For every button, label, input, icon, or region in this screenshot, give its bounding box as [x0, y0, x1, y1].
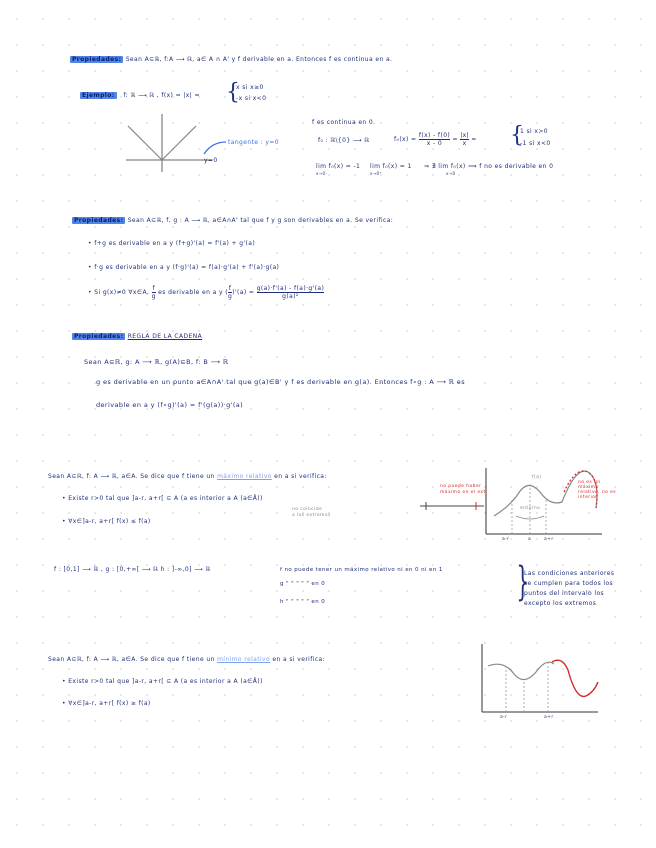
case-1: x si x≥0 [236, 84, 264, 91]
product-rule: • f·g es derivable en a y (f·g)'(a) = f(a)·g'(a) + f'(a)·g(a) [88, 264, 280, 271]
chain-line-1: Sean A⊆ℝ, g: A ⟶ ℝ, g(A)⊆B, f: B ⟶ ℝ [84, 358, 229, 366]
chain-line-3: derivable en a y (f∘g)'(a) = f'(g(a))·g'(a) [96, 401, 244, 409]
no-limit-conclusion: ⇒ ∄ lim f₀(x) ⟹ f no es derivable en 0 [424, 163, 554, 170]
property-statement-2 [72, 217, 393, 225]
abs-num: |x| [460, 132, 469, 139]
abs-den: x [462, 140, 467, 147]
tangent-label: tangente : y=0 [228, 139, 280, 146]
limit-right-sub: x→0⁺ [370, 171, 382, 176]
frac-den: x - 0 [426, 140, 443, 147]
property-tag: Propiedades: [74, 333, 124, 340]
graph-ar-label: a-r [502, 537, 510, 542]
limit-left: lim f₀(x) = -1 [316, 163, 361, 170]
example-tag: Ejemplo: [82, 92, 115, 99]
abs-value-graph [120, 110, 230, 175]
conditions-brace: { [516, 559, 530, 605]
f0-def-label: f₀(x) = [394, 136, 417, 143]
example-function: f: ℝ ⟶ ℝ , f(x) = |x| = [123, 92, 200, 99]
max-bullet-2: • ∀x∈]a-r, a+r[ f(x) ≤ f(a) [62, 518, 151, 525]
quotient-result [257, 285, 325, 300]
g-no-max: g " " " " " en 0 [280, 581, 326, 587]
gray-note-1: no coincide [292, 507, 323, 512]
min-intro-pre: Sean A⊆ℝ, f: A ⟶ ℝ, a∈A. Se dice que f tiene un [48, 656, 215, 663]
brace-note-1: Las condiciones anteriores [524, 570, 615, 577]
max-intro-pre: Sean A⊆ℝ, f: A ⟶ ℝ, a∈A. Se dice que f tiene un [48, 473, 215, 480]
brace-note-3: puntos del intervalo los [524, 590, 605, 597]
graph-entorno-label: entorno [520, 506, 541, 511]
min-bullet-1: • Existe r>0 tal que ]a-r, a+r[ ⊆ A (a es interior a A (a∈Å)) [62, 678, 263, 685]
min-graph-apr: a+r [544, 715, 554, 720]
property-statement-1 [70, 56, 392, 64]
chain-line-2: g es derivable en un punto a∈A∩A' tal que g(a)∈B' y f es derivable en g(a). Entonces f∘g : A ⟶ ℝ es [96, 378, 465, 386]
property-tag: Propiedades: [72, 56, 122, 63]
domain-examples: f : [0,1] ⟶ ℝ , g : [0,+∞[ ⟶ ℝ h : ]-∞,0] ⟶ ℝ [54, 566, 211, 573]
difference-quotient [419, 132, 450, 147]
case-brace: { [226, 80, 240, 105]
sum-rule: • f+g es derivable en a y (f+g)'(a) = f'(a) + g'(a) [88, 240, 256, 247]
no-limit-sub: x→0 [446, 171, 456, 176]
f-over-g [152, 285, 156, 300]
f0-case-2: -1 si x<0 [520, 140, 551, 147]
graph-red-note: no es un máximo relativo, no es interior [578, 480, 616, 500]
max-keyword: máximo relativo [217, 473, 272, 480]
graph-fa-label: f(a) [532, 475, 542, 480]
fg2-den: g [228, 293, 233, 300]
f0-case-1: 1 si x>0 [520, 128, 549, 135]
min-intro-post: en a si verifica: [272, 656, 326, 663]
continuity-note: f es continua en 0. [312, 119, 376, 126]
min-graph-ar: a-r [500, 715, 508, 720]
f0-domain: f₀ : ℝ\{0} ⟶ ℝ [318, 137, 370, 144]
fg-den: g [151, 293, 156, 300]
property-text: Sean A⊆ℝ, f, g : A ⟶ ℝ, a∈A∩A' tal que f y g son derivables en a. Se verifica: [127, 217, 394, 224]
limit-left-sub: x→0⁻ [316, 171, 328, 176]
property-statement-3 [72, 333, 202, 341]
f0-brace: { [510, 123, 524, 148]
graph-apr-label: a+r [544, 537, 554, 542]
origin-label: y=0 [204, 157, 218, 164]
brace-note-2: se cumplen para todos los [524, 580, 614, 587]
quotient-pre: • Si g(x)≠0 ∀x∈A, [88, 289, 150, 296]
property-tag: Propiedades: [74, 217, 124, 224]
red-note-2: máximo en el ext. [440, 490, 488, 495]
min-graph [480, 640, 600, 720]
fg-num: f [152, 285, 155, 292]
chain-rule-title: REGLA DE LA CADENA [127, 333, 203, 340]
max-definition [48, 473, 327, 481]
f-over-g-2 [228, 285, 232, 300]
f-no-max: f no puede tener un máximo relativo ni en 0 ni en 1 [280, 567, 443, 573]
property-text: Sean A⊆ℝ, f:A ⟶ ℝ, a∈ A ∩ A' y f derivable en a. Entonces f es continua en a. [125, 56, 393, 63]
abs-quotient [460, 132, 469, 147]
min-bullet-2: • ∀x∈]a-r, a+r[ f(x) ≥ f(a) [62, 700, 151, 707]
quotient-mid: es derivable en a y [158, 289, 223, 296]
limit-right: lim f₀(x) = 1 [370, 163, 412, 170]
res-num: g(a)·f'(a) - f(a)·g'(a) [256, 285, 325, 292]
min-definition [48, 656, 325, 664]
max-bullet-1: • Existe r>0 tal que ]a-r, a+r[ ⊆ A (a es interior a A (a∈Å)) [62, 495, 263, 502]
frac-num: f(x) - f(0) [418, 132, 451, 139]
graph-a-label: a [528, 537, 532, 542]
fg2-num: f [228, 285, 232, 292]
quotient-rule: • Si g(x)≠0 ∀x∈A, $\frac{f}{g}$ es derivable en a y ( $\frac{f}{g}$ )'(a) = $\frac{g(a)\cdot f'(a) - f(a)\cdot g'(a)}{\text{g(a)²}}$ [88, 285, 325, 300]
max-intro-post: en a si verifica: [274, 473, 327, 480]
h-no-max: h " " " " " en 0 [280, 599, 326, 605]
min-keyword: mínimo relativo [217, 656, 271, 663]
gray-note-2: a los extremos [292, 513, 331, 518]
brace-note-4: excepto los extremos [524, 600, 597, 607]
red-note-1: no puede haber [440, 484, 482, 489]
max-graph [484, 462, 604, 542]
res-den: g(a)² [282, 293, 299, 300]
case-2: -x si x<0 [236, 95, 267, 102]
example-line [80, 92, 200, 100]
f0-definition: f₀(x) = $\frac{f(x) - f(0)}{x - 0}$ = $\frac{|x|}{x}$ = [394, 132, 477, 147]
